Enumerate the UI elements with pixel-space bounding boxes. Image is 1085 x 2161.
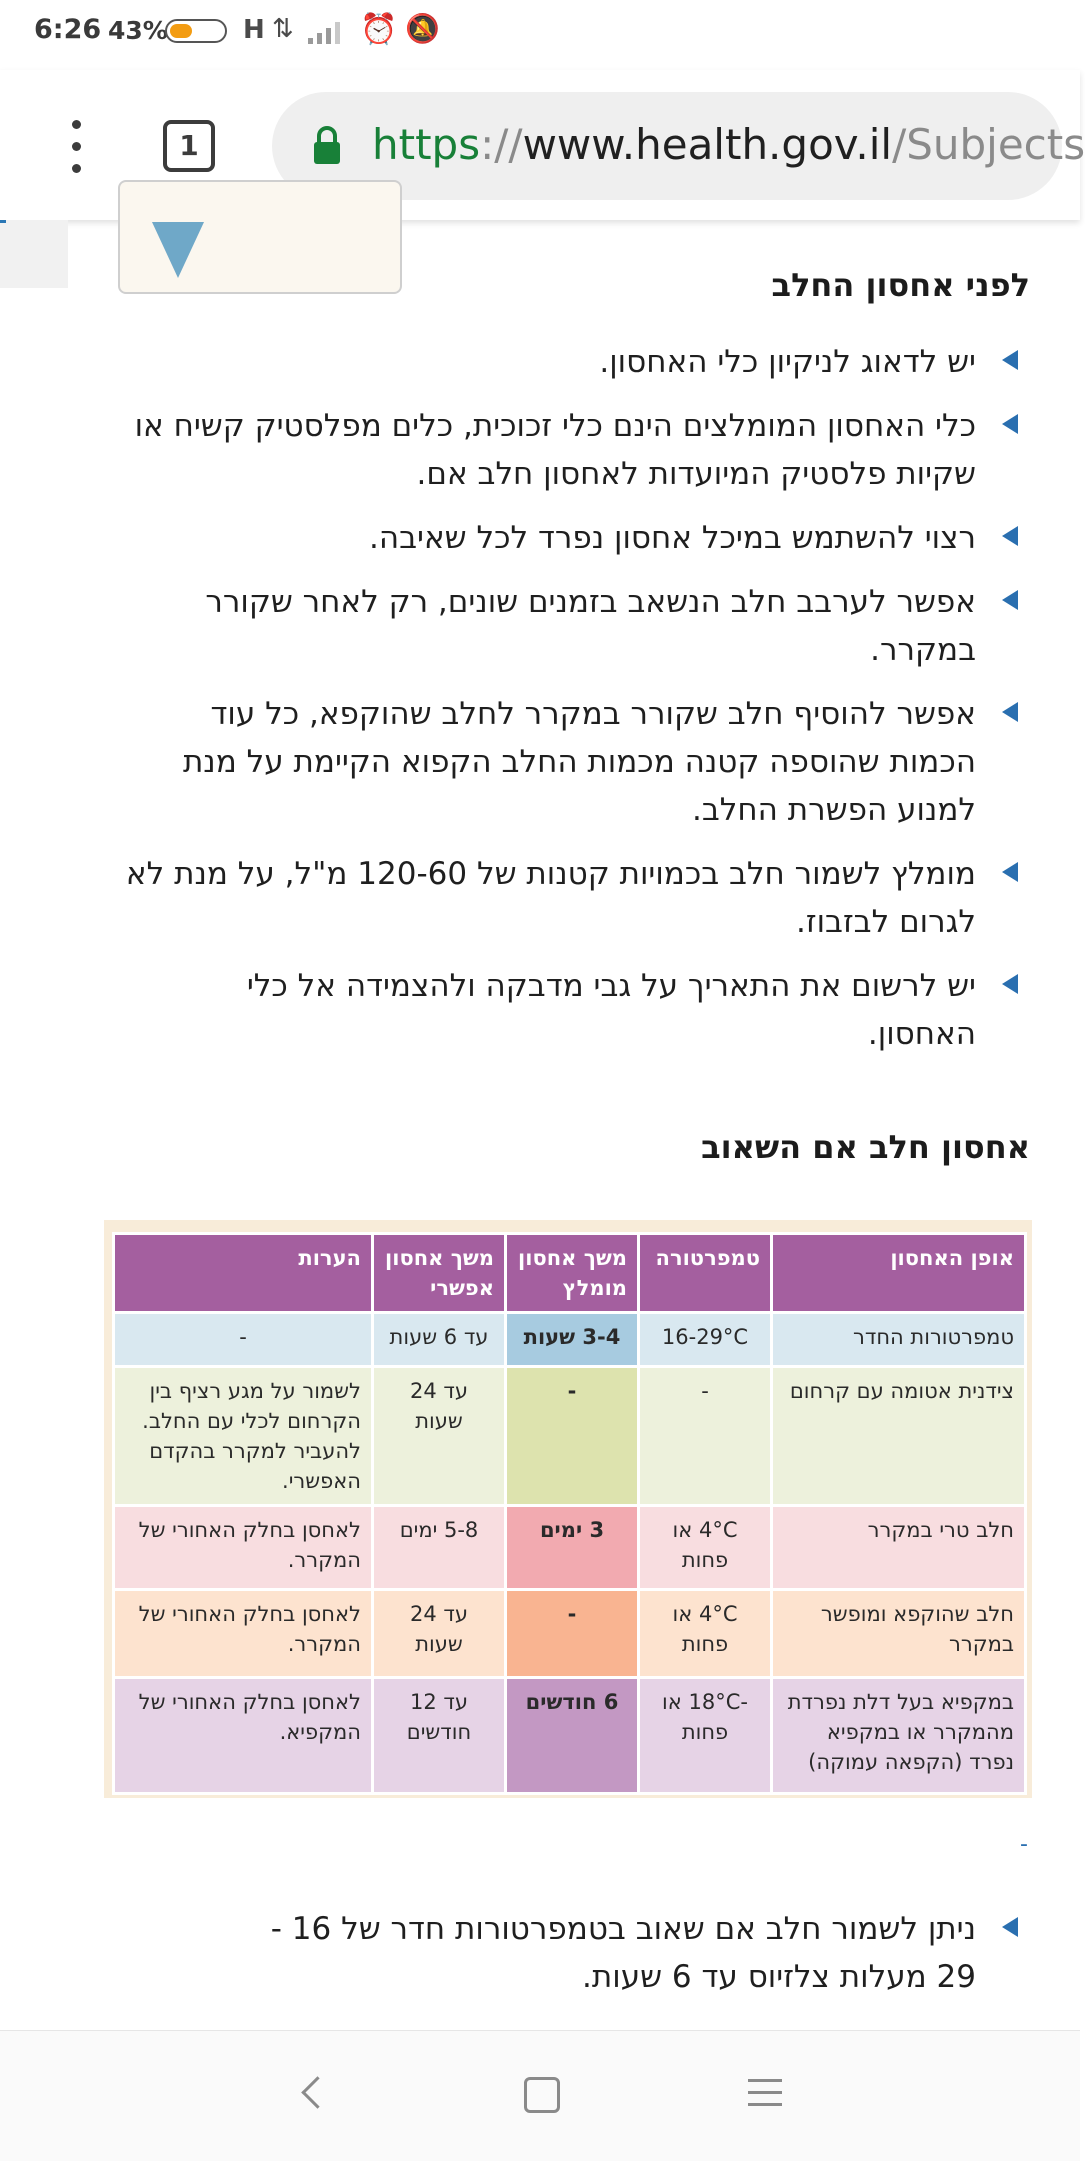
table-cell: 4°C או פחות [639, 1506, 772, 1590]
bullet-arrow-icon [1002, 702, 1018, 722]
table-cell: -18°C או פחות [639, 1678, 772, 1794]
clock: 6:26 [34, 14, 102, 45]
battery-icon [165, 19, 227, 43]
table-row [114, 1313, 1026, 1367]
bullet-arrow-icon [1002, 414, 1018, 434]
bullet-arrow-icon [1002, 862, 1018, 882]
table-cell: חלב שהוקפא ומופשר במקרר [772, 1590, 1026, 1678]
bullet-arrow-icon [1002, 1917, 1018, 1937]
table-cell: במקפיא בעל דלת נפרדת מהמקרר או במקפיא נפרד (הקפאה עמוקה) [772, 1678, 1026, 1794]
home-icon[interactable] [524, 2077, 560, 2113]
table-cell: - [639, 1367, 772, 1506]
table-cell: לאחסן בחלק האחורי של המקרר. [114, 1506, 373, 1590]
network-type: H [243, 15, 265, 45]
before-storage-list [120, 338, 1020, 1074]
table-cell: לאחסן בחלק האחורי של המקפיא. [114, 1678, 373, 1794]
tab-switcher-button[interactable]: 1 [163, 120, 215, 172]
storage-table [112, 1232, 1027, 1795]
header-temperature: טמפרטורה [639, 1234, 772, 1313]
table-cell: עד 6 שעות [373, 1313, 506, 1367]
table-cell: צידנית אטומה עם קרחום [772, 1367, 1026, 1506]
section-heading-storage: אחסון חלב אם השאוב [701, 1128, 1030, 1166]
table-row [114, 1367, 1026, 1506]
battery-percent: 43% [108, 16, 168, 45]
alarm-icon: ⏰ [360, 12, 398, 47]
table-cell: 16-29°C [639, 1313, 772, 1367]
table-header-row [114, 1234, 1026, 1313]
menu-icon[interactable] [62, 120, 92, 176]
list-item: רצוי להשתמש במיכל אחסון נפרד לכל שאיבה. [120, 514, 1020, 562]
table-row [114, 1590, 1026, 1678]
lock-icon [312, 124, 342, 168]
page-content [0, 220, 1080, 2030]
table-cell: 5-8 ימים [373, 1506, 506, 1590]
url-host: www.health.gov.il [522, 120, 893, 169]
storage-table-panel [104, 1220, 1032, 1798]
table-cell: לשמור על מגע רציף בין הקרחום לכלי עם החלב. להעביר למקרר בהקדם האפשרי. [114, 1367, 373, 1506]
table-cell: עד 12 חודשים [373, 1678, 506, 1794]
table-cell: 4°C או פחות [639, 1590, 772, 1678]
bullet-arrow-icon [1002, 350, 1018, 370]
recents-menu-icon[interactable] [748, 2079, 782, 2107]
list-item: ניתן לשמור חלב אם שאוב בטמפרטורות חדר של 16 - 29 מעלות צלזיוס עד 6 שעות. [240, 1905, 1020, 2001]
table-cell: - [506, 1590, 639, 1678]
side-panel-stub [0, 220, 68, 288]
list-item: כלי האחסון המומלצים הינם כלי זכוכית, כלים מפלסטיק קשיח או שקיות פלסטיק המיועדות לאחסון חלב אם. [120, 402, 1020, 498]
header-recommended-duration: משך אחסון מומלץ [506, 1234, 639, 1313]
header-possible-duration: משך אחסון אפשרי [373, 1234, 506, 1313]
table-row [114, 1678, 1026, 1794]
battery-fill [170, 24, 192, 38]
signal-icon [306, 18, 346, 46]
list-item: יש לדאוג לניקיון כלי האחסון. [120, 338, 1020, 386]
dash-link[interactable]: - [1020, 1832, 1028, 1857]
table-cell: עד 24 שעות [373, 1590, 506, 1678]
room-temp-list [240, 1905, 1020, 2017]
table-cell: טמפרטורות החדר [772, 1313, 1026, 1367]
system-navigation-bar [0, 2030, 1080, 2161]
bullet-arrow-icon [1002, 526, 1018, 546]
table-cell: 3 ימים [506, 1506, 639, 1590]
table-cell: - [506, 1367, 639, 1506]
table-cell: לאחסן בחלק האחורי של המקרר. [114, 1590, 373, 1678]
mute-icon: 🔕 [405, 12, 440, 45]
table-cell: חלב טרי במקרר [772, 1506, 1026, 1590]
table-cell: עד 24 שעות [373, 1367, 506, 1506]
list-item: אפשר להוסיף חלב שקורר במקרר לחלב שהוקפא, כל עוד הכמות שהוספה קטנה מכמות החלב הקפוא הקיימת על מנת למנוע הפשרת החלב. [120, 690, 1020, 834]
header-storage-method: אופן האחסון [772, 1234, 1026, 1313]
table-cell: 6 חודשים [506, 1678, 639, 1794]
section-heading-before-storage: לפני אחסון החלב [771, 266, 1030, 304]
url-text [372, 120, 1085, 169]
milk-drop-icon [152, 222, 204, 278]
status-bar [0, 0, 1080, 70]
header-notes: הערות [114, 1234, 373, 1313]
list-item: יש לרשום את התאריך על גבי מדבקה ולהצמידה אל כלי האחסון. [120, 962, 1020, 1058]
bullet-arrow-icon [1002, 974, 1018, 994]
list-item: אפשר לערבב חלב הנשאב בזמנים שונים, רק לאחר שקורר במקרר. [120, 578, 1020, 674]
table-cell: - [114, 1313, 373, 1367]
bullet-arrow-icon [1002, 590, 1018, 610]
table-cell: 3-4 שעות [506, 1313, 639, 1367]
illustration-image [118, 180, 402, 294]
table-row [114, 1506, 1026, 1590]
back-icon[interactable] [301, 2076, 334, 2109]
list-item: מומלץ לשמור חלב בכמויות קטנות של 120-60 מ"ל, על מנת לא לגרום לבזבוז. [120, 850, 1020, 946]
data-arrows-icon: ⇅ [272, 14, 294, 44]
url-scheme: https [372, 120, 481, 169]
url-separator: :// [480, 120, 523, 169]
url-path: /Subjects [892, 120, 1085, 169]
